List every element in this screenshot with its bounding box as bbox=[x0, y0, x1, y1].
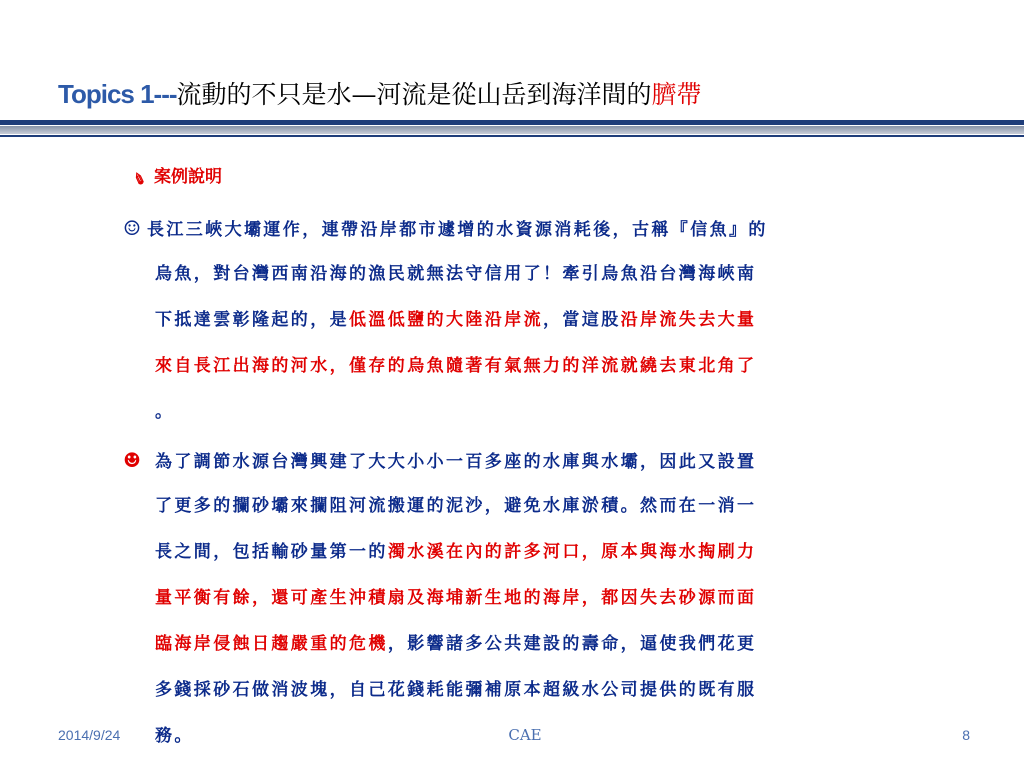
highlighted-text: 低溫低鹽的大陸沿岸流 bbox=[349, 310, 543, 330]
title-accent: 臍帶 bbox=[651, 80, 702, 109]
case-paragraph-1 bbox=[123, 205, 953, 435]
body-text: 為了調節水源台灣興建了大大小小一百多座的水庫與水壩，因此又設置 bbox=[155, 452, 757, 472]
pencil-icon: ✎ bbox=[130, 167, 149, 189]
paragraph-line bbox=[123, 621, 953, 667]
paragraph-line bbox=[123, 667, 953, 713]
body-text: 長江三峽大壩運作，連帶沿岸都市遽增的水資源消耗後，古稱『信魚』的 bbox=[147, 220, 768, 240]
body-text: ，影響諸多公共建設的壽命，逼使我們花更 bbox=[387, 634, 757, 654]
footer-date: 2014/9/24 bbox=[58, 727, 121, 743]
title-prefix: Topics 1--- bbox=[58, 79, 177, 109]
title-underline bbox=[0, 120, 1024, 138]
paragraph-line bbox=[123, 575, 953, 621]
smiley-icon: ☺ bbox=[123, 216, 144, 240]
body-text: 。 bbox=[155, 402, 175, 422]
section-heading-label: 案例說明 bbox=[154, 167, 222, 187]
paragraph-line bbox=[123, 343, 953, 389]
case-paragraph-2 bbox=[123, 437, 953, 759]
body-text: 多錢採砂石做消波塊，自己花錢耗能彌補原本超級水公司提供的既有服 bbox=[155, 680, 757, 700]
body-text: 務。 bbox=[155, 726, 194, 746]
underline-middle-band bbox=[0, 126, 1024, 134]
highlighted-text: 量平衡有餘，還可產生沖積扇及海埔新生地的海岸，都因失去砂源而面 bbox=[155, 588, 757, 608]
underline-top-band bbox=[0, 120, 1024, 125]
body-text: 長之間，包括輸砂量第一的 bbox=[155, 542, 388, 562]
underline-bottom-band bbox=[0, 135, 1024, 137]
body-text: 下抵達雲彰隆起的，是 bbox=[155, 310, 349, 330]
paragraph-line bbox=[123, 389, 953, 435]
paragraph-line bbox=[123, 483, 953, 529]
body-text: 烏魚，對台灣西南沿海的漁民就無法守信用了！牽引烏魚沿台灣海峽南 bbox=[155, 264, 757, 284]
highlighted-text: 來自長江出海的河水，僅存的烏魚隨著有氣無力的洋流就繞去東北角了 bbox=[155, 356, 757, 376]
highlighted-text: 沿岸流失去大量 bbox=[620, 310, 757, 330]
paragraph-line bbox=[123, 205, 953, 251]
paragraph-line bbox=[123, 251, 953, 297]
slide-title bbox=[58, 74, 998, 118]
body-text: ，當這股 bbox=[543, 310, 621, 330]
title-main: 流動的不只是水—河流是從山岳到海洋間的 bbox=[176, 80, 652, 109]
footer-center-label: CAE bbox=[508, 726, 542, 744]
highlighted-text: 濁水溪在內的許多河口，原本與海水掏刷力 bbox=[387, 542, 757, 562]
smiley-solid-icon: ☻ bbox=[123, 448, 144, 472]
section-heading bbox=[128, 163, 222, 191]
paragraph-line bbox=[123, 529, 953, 575]
paragraph-line bbox=[123, 297, 953, 343]
highlighted-text: 臨海岸侵蝕日趨嚴重的危機 bbox=[155, 634, 388, 654]
footer-page-number: 8 bbox=[962, 727, 970, 743]
paragraph-line bbox=[123, 437, 953, 483]
body-text: 了更多的攔砂壩來攔阻河流搬運的泥沙，避免水庫淤積。然而在一消一 bbox=[155, 496, 757, 516]
